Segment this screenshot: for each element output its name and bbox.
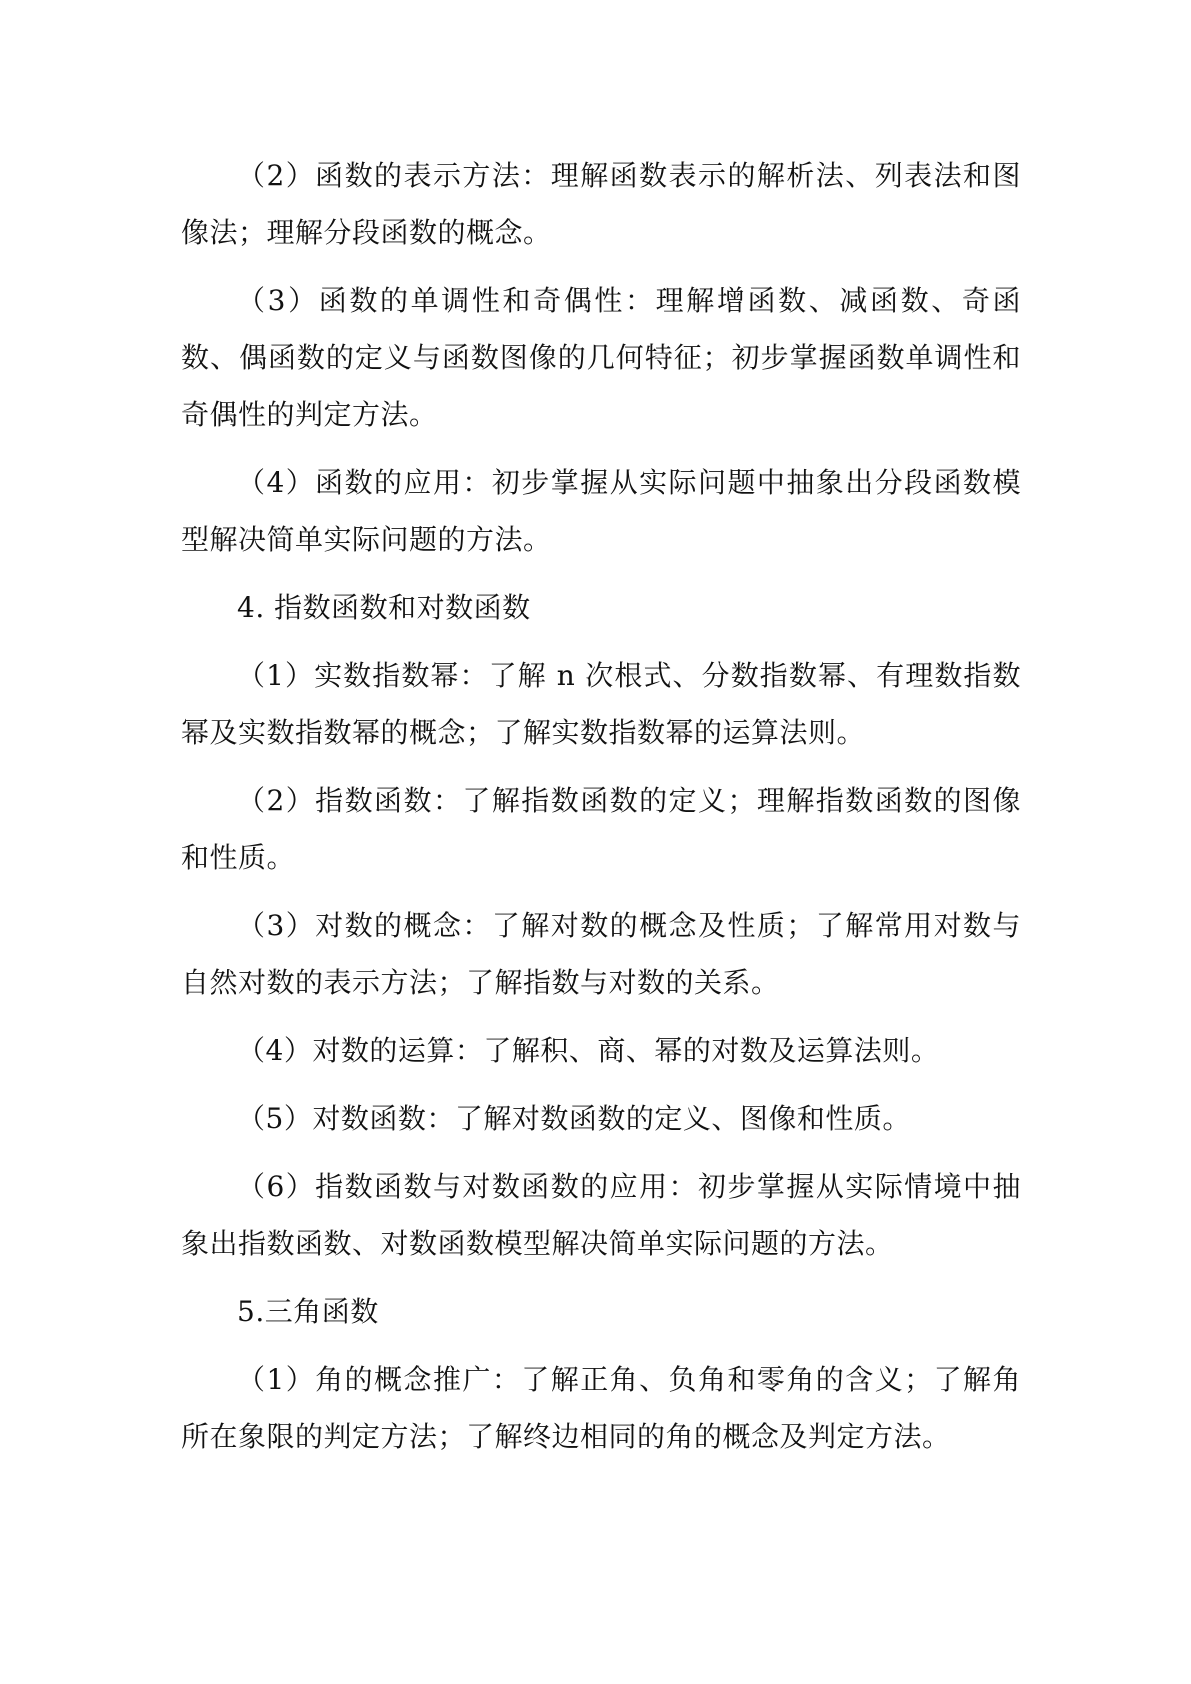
paragraph-angle-generalization: （1）角的概念推广：了解正角、负角和零角的含义；了解角所在象限的判定方法；了解终边相同的角的概念及判定方法。: [181, 1363, 1021, 1453]
paragraph-exp-log-application: （6）指数函数与对数函数的应用：初步掌握从实际情境中抽象出指数函数、对数函数模型解决简单实际问题的方法。: [181, 1170, 1021, 1260]
paragraph-logarithm-concept: （3）对数的概念：了解对数的概念及性质；了解常用对数与自然对数的表示方法；了解指数与对数的关系。: [181, 909, 1021, 999]
paragraph-exponential-function: （2）指数函数：了解指数函数的定义；理解指数函数的图像和性质。: [181, 784, 1021, 874]
paragraph-logarithm-operations: （4）对数的运算：了解积、商、幂的对数及运算法则。: [237, 1034, 940, 1067]
paragraph-function-application: （4）函数的应用：初步掌握从实际问题中抽象出分段函数模型解决简单实际问题的方法。: [181, 466, 1021, 556]
paragraph-logarithmic-function: （5）对数函数：了解对数函数的定义、图像和性质。: [237, 1102, 911, 1135]
section-heading-exponential-logarithmic: 4. 指数函数和对数函数: [237, 591, 531, 624]
section-heading-trigonometric-functions: 5.三角函数: [237, 1295, 379, 1328]
paragraph-function-representation: （2）函数的表示方法：理解函数表示的解析法、列表法和图像法；理解分段函数的概念。: [181, 159, 1021, 249]
paragraph-real-exponent-power: （1）实数指数幂：了解 n 次根式、分数指数幂、有理数指数幂及实数指数幂的概念；了解实数指数幂的运算法则。: [181, 659, 1021, 749]
document-body: [181, 147, 1021, 1465]
paragraph-monotonicity-parity: （3）函数的单调性和奇偶性：理解增函数、减函数、奇函数、偶函数的定义与函数图像的几何特征；初步掌握函数单调性和奇偶性的判定方法。: [181, 284, 1021, 431]
